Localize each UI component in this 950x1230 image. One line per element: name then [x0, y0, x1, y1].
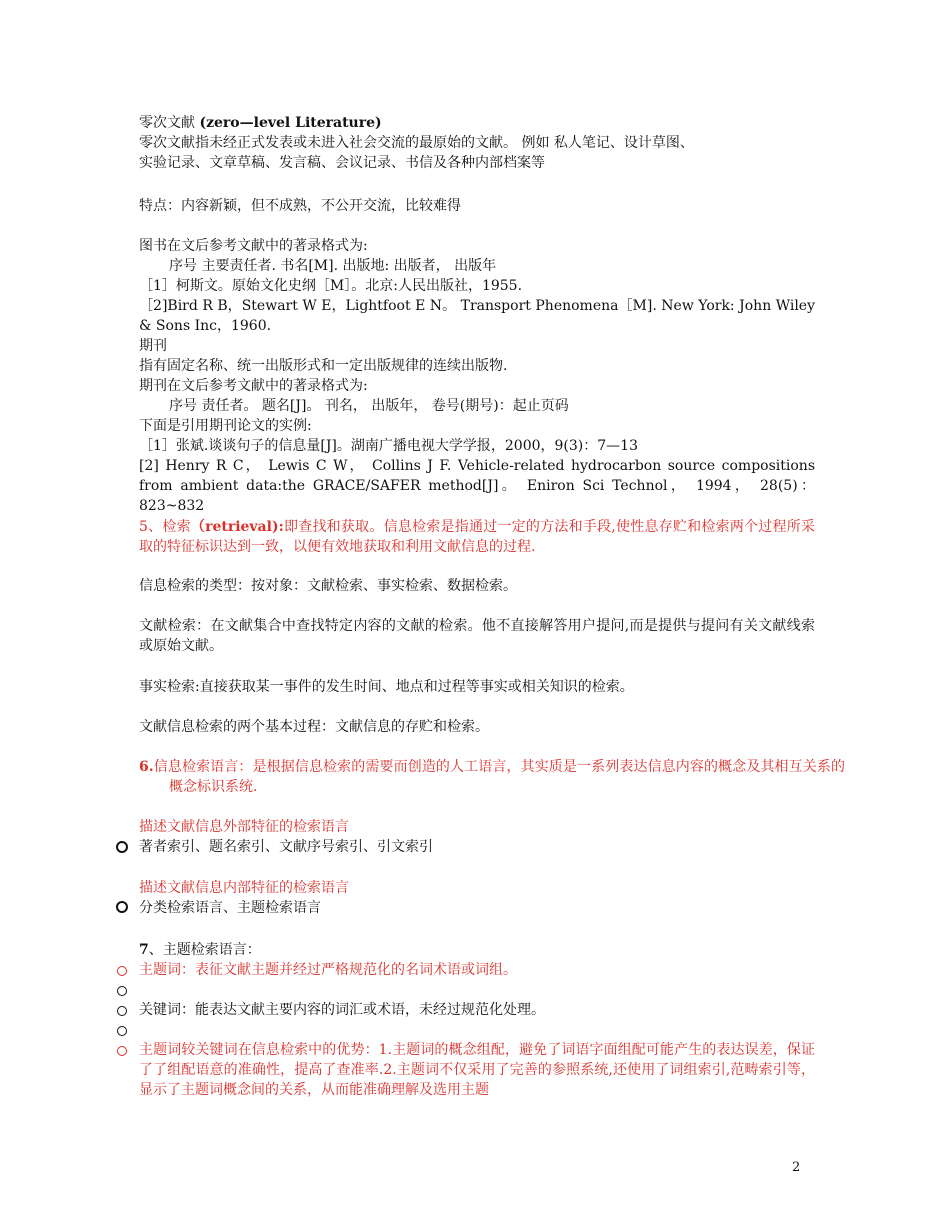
retrieval-definition: 5、检索（retrieval):即查找和获取。信息检索是指通过一定的方法和手段,使性息存贮和检索两个过程所采取的特征标识达到一致，以便有效地获取和利用文献信息的过程. — [139, 519, 815, 555]
journal-example-1: ［1］张斌.谈谈句子的信息量[J]。湖南广播电视大学学报，2000，9(3)：7—13 — [139, 438, 638, 454]
citation-section — [139, 236, 815, 516]
bullet-circle-icon — [117, 1026, 127, 1036]
book-example-2: ［2]Bird R B，Stewart W E，Lightfoot E N。 Transport Phenomena［M]. New York: John Wiley & Sons Inc，1960. — [139, 298, 815, 334]
fact-retrieval — [139, 677, 815, 697]
retrieval-language-definition: 6.信息检索语言：是根据信息检索的需要而创造的人工语言，其实质是一系列表达信息内容的概念及其相互关系的概念标识系统. — [139, 759, 845, 795]
document-retrieval — [139, 616, 815, 656]
zero-level-title: 零次文献 (zero—level Literature) — [139, 115, 382, 131]
retrieval-process-text: 文献信息检索的两个基本过程：文献信息的存贮和检索。 — [139, 719, 489, 735]
external-feature-items-text: 著者索引、题名索引、文献序号索引、引文索引 — [139, 839, 433, 855]
document-retrieval-text: 文献检索：在文献集合中查找特定内容的文献的检索。他不直接解答用户提问,而是提供与提问有关文献线索或原始文献。 — [139, 618, 815, 654]
bullet-circle-icon — [117, 966, 127, 976]
bullet-circle-icon — [116, 841, 128, 853]
book-format: 序号 主要责任者. 书名[M]. 出版地: 出版者， 出版年 — [169, 258, 497, 274]
bullet-circle-icon — [117, 986, 127, 996]
journal-definition: 指有固定名称、统一出版形式和一定出版规律的连续出版物. — [139, 358, 508, 374]
journal-label: 期刊 — [139, 338, 167, 354]
bullet-circle-icon — [117, 1046, 127, 1056]
internal-feature-heading — [139, 878, 815, 898]
internal-feature-items-text: 分类检索语言、主题检索语言 — [139, 900, 321, 916]
keyword-text: 关键词：能表达文献主要内容的词汇或术语，未经过规范化处理。 — [139, 1002, 545, 1018]
subject-language-title: 7、主题检索语言： — [139, 942, 261, 958]
subject-term-item — [139, 960, 815, 980]
zero-level-definition-2: 实验记录、文章草稿、发言稿、会议记录、书信及各种内部档案等 — [139, 155, 545, 171]
bullet-circle-icon — [116, 901, 128, 913]
journal-example-intro: 下面是引用期刊论文的实例: — [139, 418, 312, 434]
feature-text: 特点：内容新颖，但不成熟，不公开交流，比较难得 — [139, 198, 461, 214]
internal-feature-items — [139, 898, 815, 918]
page-number: 2 — [792, 1160, 801, 1175]
internal-feature-heading-text: 描述文献信息内部特征的检索语言 — [139, 880, 349, 896]
external-feature-heading-text: 描述文献信息外部特征的检索语言 — [139, 819, 349, 835]
zero-level-feature — [139, 196, 815, 216]
subject-advantage-text: 主题词较关键词在信息检索中的优势：1.主题词的概念组配，避免了词语字面组配可能产生的表达误差，保证了了组配语意的准确性，提高了查准率.2.主题词不仅采用了完善的参照系统,还使用了词组索引,范畴索引等，显示了主题词概念间的关系，从而能准确理解及选用主题 — [139, 1042, 815, 1098]
retrieval-types — [139, 576, 815, 596]
book-format-intro: 图书在文后参考文献中的著录格式为: — [139, 238, 368, 254]
subject-advantage-item — [139, 1040, 815, 1100]
external-feature-heading — [139, 817, 815, 837]
zero-level-definition-1: 零次文献指未经正式发表或未进入社会交流的最原始的文献。 例如 私人笔记、设计草图、 — [139, 135, 694, 151]
journal-format: 序号 责任者。 题名[J]。 刊名， 出版年， 卷号(期号)：起止页码 — [169, 398, 569, 414]
retrieval-process — [139, 717, 815, 737]
journal-format-intro: 期刊在文后参考文献中的著录格式为: — [139, 378, 368, 394]
external-feature-items — [139, 837, 815, 857]
zero-level-section — [139, 113, 815, 173]
subject-term-text: 主题词：表征文献主题并经过严格规范化的名词术语或词组。 — [139, 962, 517, 978]
journal-example-2: [2] Henry R C， Lewis C W， Collins J F. Vehicle-related hydrocarbon source compositions from ambient data:the GRACE/SAFER method[J]。 Eniron Sci Technol， 1994， 28(5)： 823~832 — [139, 458, 815, 514]
bullet-circle-icon — [117, 1006, 127, 1016]
retrieval-types-text: 信息检索的类型：按对象：文献检索、事实检索、数据检索。 — [139, 578, 517, 594]
fact-retrieval-text: 事实检索:直接获取某一事件的发生时间、地点和过程等事实或相关知识的检索。 — [139, 679, 634, 695]
keyword-item — [139, 1000, 815, 1020]
book-example-1: ［1］柯斯文。原始文化史纲［M］。北京:人民出版社，1955. — [139, 278, 523, 294]
